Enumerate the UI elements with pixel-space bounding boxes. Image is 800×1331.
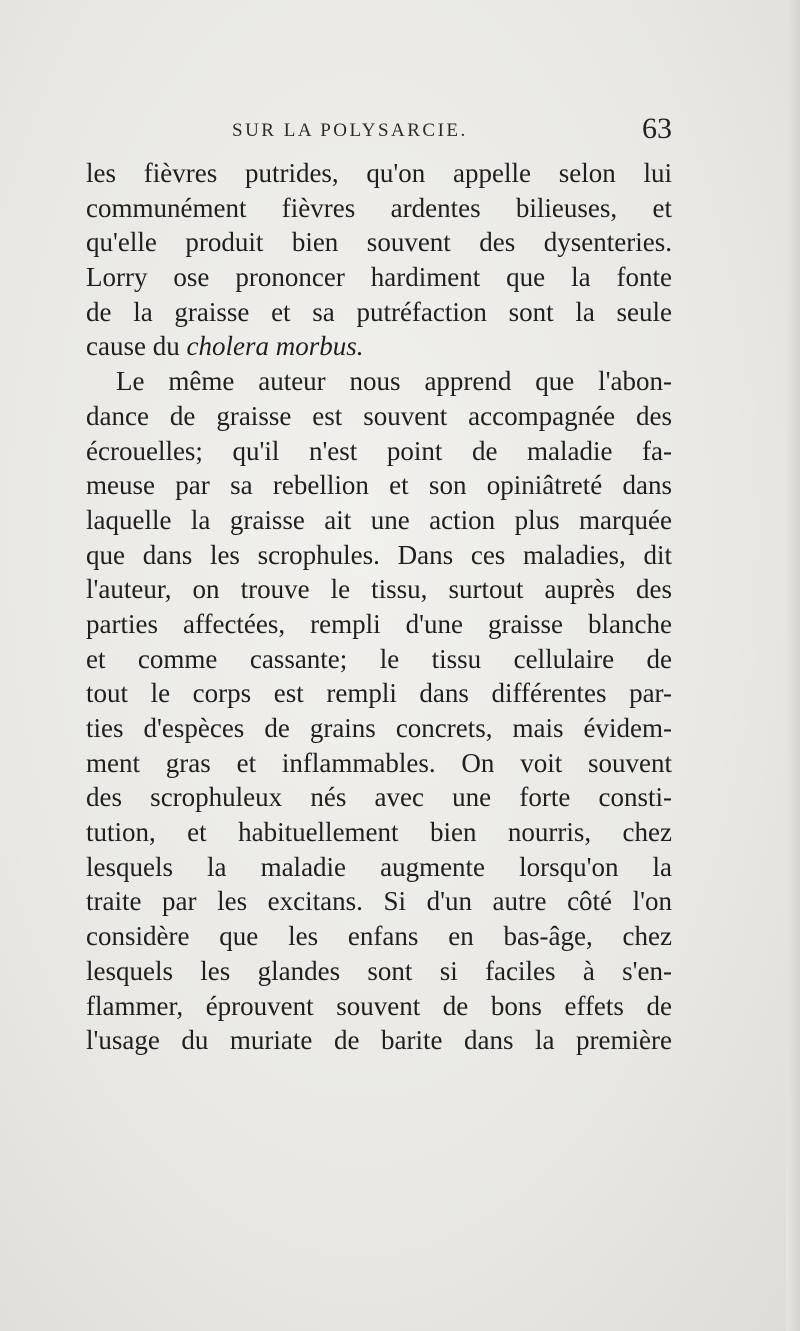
text-line: traite par les excitans. Si d'un autre côté l'on <box>86 886 672 917</box>
text-line: de la graisse et sa putréfaction sont la seule <box>86 296 672 327</box>
text-line: l'auteur, on trouve le tissu, surtout auprès des <box>86 574 672 605</box>
text-line: tout le corps est rempli dans différentes par- <box>86 678 672 709</box>
page-edge <box>786 0 800 1331</box>
text-line: écrouelles; qu'il n'est point de maladie fa- <box>86 435 672 466</box>
text-line: laquelle la graisse ait une action plus marquée <box>86 504 672 535</box>
text-line: flammer, éprouvent souvent de bons effets de <box>86 990 672 1021</box>
text-line: qu'elle produit bien souvent des dysenteries. <box>86 227 672 258</box>
text-line: des scrophuleux nés avec une forte consti- <box>86 782 672 813</box>
text-line: tution, et habituellement bien nourris, chez <box>86 817 672 848</box>
running-title: SUR LA POLYSARCIE. <box>232 120 468 141</box>
text-line: l'usage du muriate de barite dans la première <box>86 1025 672 1056</box>
text-fragment: cause du <box>86 331 180 362</box>
text-line: parties affectées, rempli d'une graisse blanche <box>86 608 672 639</box>
text-line: lesquels les glandes sont si faciles à s'en- <box>86 955 672 986</box>
text-line-paragraph-end <box>86 329 672 364</box>
text-line: que dans les scrophules. Dans ces maladies, dit <box>86 539 672 570</box>
running-head <box>86 112 672 152</box>
body-text <box>86 156 672 1058</box>
text-line: considère que les enfans en bas-âge, chez <box>86 921 672 952</box>
text-line-paragraph-start: Le même auteur nous apprend que l'abon- <box>116 366 672 397</box>
text-line: et comme cassante; le tissu cellulaire de <box>86 643 672 674</box>
text-line: lesquels la maladie augmente lorsqu'on la <box>86 851 672 882</box>
text-line: les fièvres putrides, qu'on appelle selon lui <box>86 158 672 188</box>
text-line: ties d'espèces de grains concrets, mais évidem- <box>86 713 672 743</box>
text-line: meuse par sa rebellion et son opiniâtreté dans <box>86 470 672 501</box>
text-line: Lorry ose prononcer hardiment que la fonte <box>86 262 672 293</box>
page-number: 63 <box>642 112 672 145</box>
text-line: ment gras et inflammables. On voit souvent <box>86 747 672 778</box>
italic-phrase: cholera morbus. <box>186 331 364 362</box>
text-line: dance de graisse est souvent accompagnée des <box>86 400 672 431</box>
text-line: communément fièvres ardentes bilieuses, et <box>86 192 672 223</box>
